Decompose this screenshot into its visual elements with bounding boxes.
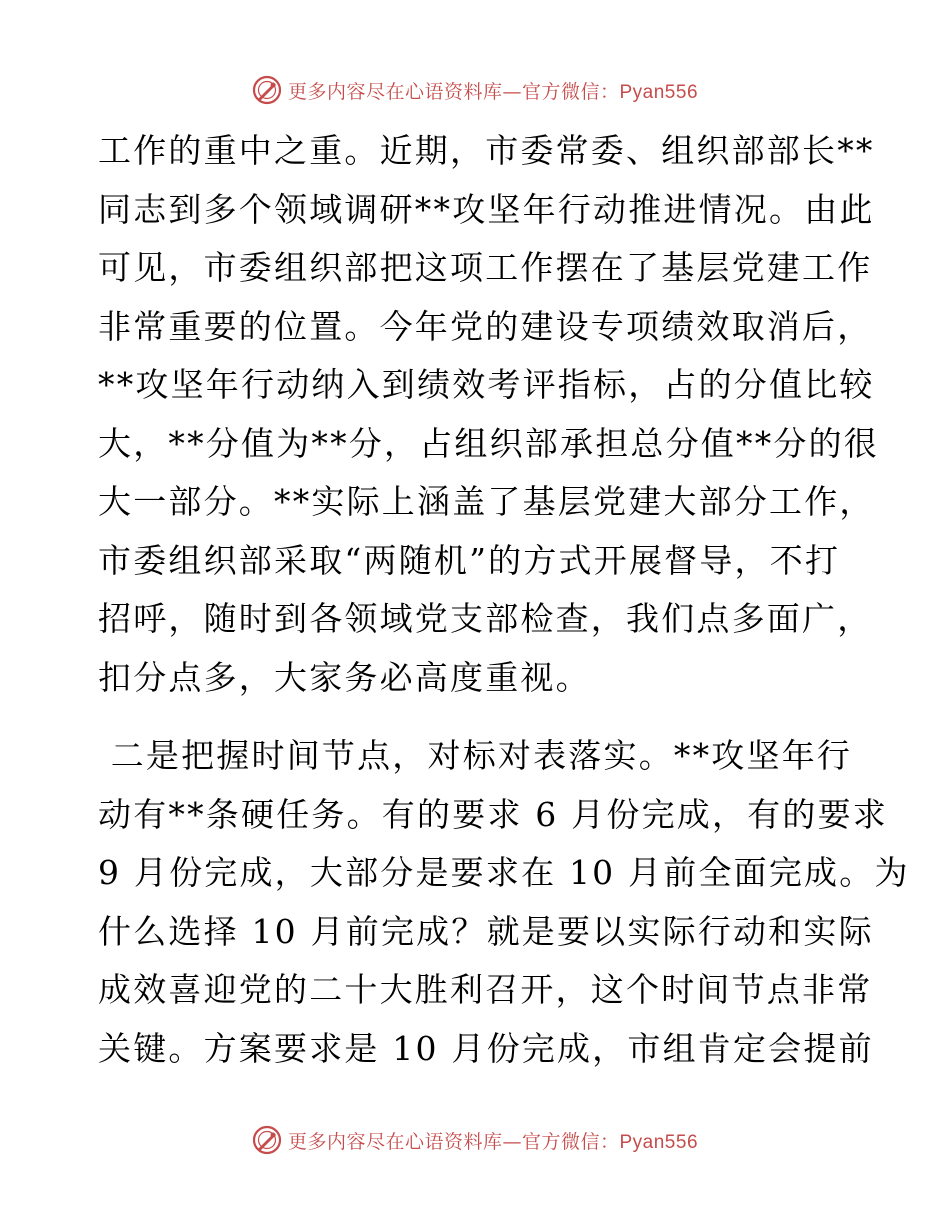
text-line: 扣分点多，大家务必高度重视。 bbox=[98, 657, 591, 697]
footer-banner bbox=[0, 1120, 950, 1160]
text-line: 可见，市委组织部把这项工作摆在了基层党建工作 bbox=[98, 248, 873, 287]
logo-icon bbox=[252, 1125, 282, 1155]
header-wechat-id: Pyan556 bbox=[619, 81, 699, 103]
text-line: 同志到多个领域调研**攻坚年行动推进情况。由此 bbox=[98, 189, 875, 229]
text-line: 大，**分值为**分，占组织部承担总分值**分的很 bbox=[98, 423, 879, 463]
text-line: 动有**条硬任务。有的要求 6 月份完成，有的要求 bbox=[98, 794, 888, 834]
header-banner-text: 更多内容尽在心语资料库—官方微信：Pyan556 bbox=[287, 80, 699, 103]
footer-banner-text: 更多内容尽在心语资料库—官方微信：Pyan556 bbox=[287, 1130, 699, 1153]
text-line: 什么选择 10 月前完成？就是要以实际行动和实际 bbox=[98, 911, 874, 951]
text-line: 工作的重中之重。近期，市委常委、组织部部长** bbox=[98, 131, 875, 170]
paragraph-2 bbox=[98, 727, 910, 1078]
header-banner bbox=[0, 70, 950, 110]
text-line: 二是把握时间节点，对标对表落实。**攻坚年行 bbox=[98, 736, 853, 775]
paragraph-gap bbox=[98, 707, 858, 727]
text-line: 大一部分。**实际上涵盖了基层党建大部分工作， bbox=[98, 482, 875, 521]
document-body bbox=[98, 122, 910, 1078]
logo-icon bbox=[252, 75, 282, 105]
text-line: 关键。方案要求是 10 月份完成，市组肯定会提前 bbox=[98, 1028, 874, 1068]
text-line: 9 月份完成，大部分是要求在 10 月前全面完成。为 bbox=[98, 853, 910, 892]
text-line: 招呼，随时到各领域党支部检查，我们点多面广， bbox=[98, 599, 873, 638]
text-line: 成效喜迎党的二十大胜利召开，这个时间节点非常 bbox=[98, 970, 873, 1009]
paragraph-1 bbox=[98, 122, 879, 707]
text-line: **攻坚年行动纳入到绩效考评指标，占的分值比较 bbox=[98, 365, 875, 404]
text-line: 市委组织部采取“两随机”的方式开展督导，不打 bbox=[98, 540, 841, 580]
text-line: 非常重要的位置。今年党的建设专项绩效取消后， bbox=[98, 306, 873, 346]
footer-wechat-id: Pyan556 bbox=[619, 1131, 699, 1153]
